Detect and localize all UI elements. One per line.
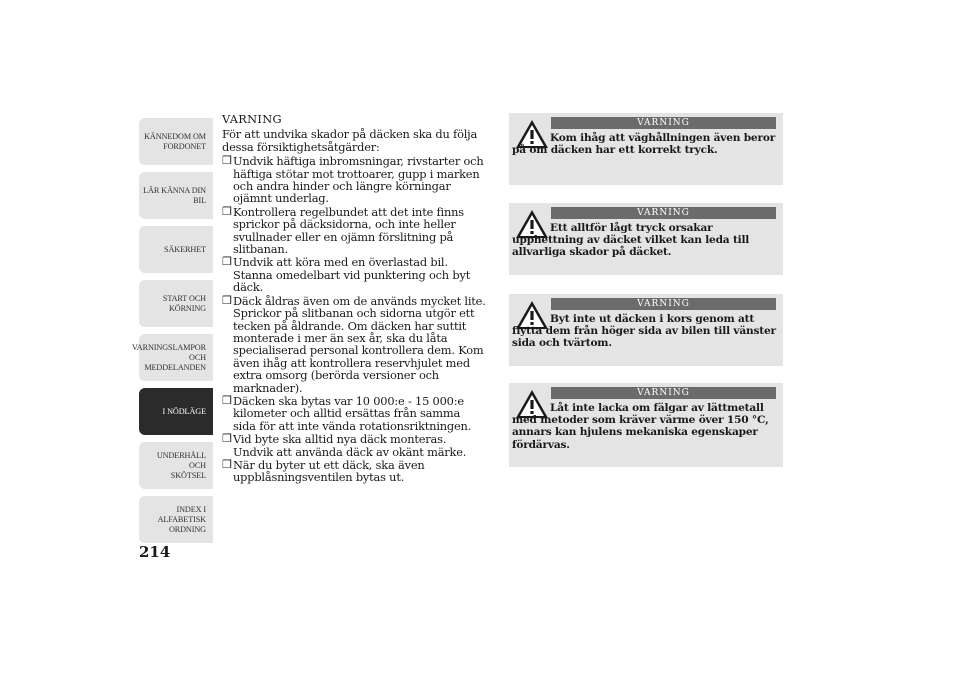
list-item: [222, 256, 486, 293]
list-item: [222, 155, 486, 205]
list-item-text: Undvik häftiga inbromsningar, rivstarter och häftiga stötar mot trottoarer, gupp i marken och andra hinder och längre körningar ojämnt underlag.: [233, 154, 484, 206]
list-item-text: Vid byte ska alltid nya däck monteras. Undvik att använda däck av okänt märke.: [233, 432, 467, 459]
checkbox-bullet-icon: ❒: [222, 204, 232, 218]
list-item: [222, 459, 486, 484]
sidebar-tab-kannedom[interactable]: [139, 118, 213, 165]
main-text-column: [222, 113, 486, 485]
intro-paragraph: För att undvika skador på däcken ska du följa dessa försiktighetsåtgärder:: [222, 127, 478, 154]
warning-box: [509, 113, 783, 185]
warning-title: VARNING: [551, 387, 776, 399]
sidebar-tab-label: SÄKERHET: [164, 244, 206, 254]
sidebar-tab-i-nodlage[interactable]: [139, 388, 213, 435]
warning-box: [509, 294, 783, 366]
sidebar-tab-label: UNDERHÅLL OCH SKÖTSEL: [156, 450, 206, 480]
list-item-text: Däcken ska bytas var 10 000:e - 15 000:e kilometer och alltid ersättas från samma sida för att inte vända rotationsriktningen.: [233, 393, 472, 433]
sidebar-tab-lar-kanna[interactable]: [139, 172, 213, 219]
sidebar-tab-label: LÄR KÄNNA DIN BIL: [143, 185, 206, 205]
checkbox-bullet-icon: ❒: [222, 393, 232, 407]
list-item-text: När du byter ut ett däck, ska även uppblåsningsventilen bytas ut.: [233, 457, 425, 485]
sidebar-tab-sakerhet[interactable]: [139, 226, 213, 273]
list-item-text: Kontrollera regelbundet att det inte finns sprickor på däcksidorna, och inte heller svullnader eller en ojämn förslitning på slitbanan.: [233, 204, 464, 257]
warning-box: [509, 383, 783, 467]
warning-text: Byt inte ut däcken i kors genom att flytta dem från höger sida av bilen till vänster sida och tvärtom.: [512, 313, 776, 350]
list-item-text: Däck åldras även om de används mycket lite. Sprickor på slitbanan och sidorna utgör ett tecken på åldrande. Om däcken har suttit monterade i mer än sex år, ska du låta specialiserad personal kontrollera dem. Kom även ihåg att kontrollera reservhjulet med extra omsorg (berörda versioner och marknader).: [233, 293, 486, 395]
sidebar-tab-label: INDEX I ALFABETISK ORDNING: [157, 504, 206, 534]
page-number: 214: [139, 543, 171, 561]
list-item: [222, 433, 486, 458]
sidebar-tab-label: KÄNNEDOM OM FORDONET: [144, 131, 206, 151]
warning-text: Låt inte lacka om fälgar av lättmetall med metoder som kräver värme över 150 °C, annars kan hjulens mekaniska egenskaper fördärvas.: [512, 402, 769, 451]
warning-box: [509, 203, 783, 275]
checkbox-bullet-icon: ❒: [222, 432, 232, 446]
checkbox-bullet-icon: ❒: [222, 255, 232, 269]
checkbox-bullet-icon: ❒: [222, 293, 232, 307]
list-item: [222, 206, 486, 256]
list-item-text: Undvik att köra med en överlastad bil. Stanna omedelbart vid punktering och byt däck.: [233, 255, 471, 295]
sidebar-tab-label: I NÖDLÄGE: [162, 406, 206, 416]
sidebar-tab-underhall[interactable]: [139, 442, 213, 489]
list-item: [222, 395, 486, 432]
list-item: [222, 295, 486, 394]
warning-title: VARNING: [551, 207, 776, 219]
section-heading: VARNING: [222, 112, 282, 126]
checkbox-bullet-icon: ❒: [222, 154, 232, 168]
warning-text: Ett alltför lågt tryck orsakar upphettning av däcket vilket kan leda till allvarliga skador på däcket.: [512, 222, 750, 259]
sidebar-tab-index[interactable]: [139, 496, 213, 543]
warning-text: Kom ihåg att väghållningen även beror på om däcken har ett korrekt tryck.: [512, 132, 776, 157]
sidebar-tab-label: START OCH KÖRNING: [162, 293, 206, 313]
checkbox-bullet-icon: ❒: [222, 457, 232, 471]
sidebar-tab-label: VARNINGSLAMPOR OCH MEDDELANDEN: [132, 342, 206, 372]
warning-title: VARNING: [551, 298, 776, 310]
sidebar-tab-start[interactable]: [139, 280, 213, 327]
warning-title: VARNING: [551, 117, 776, 129]
sidebar-tab-varningslampor[interactable]: [132, 334, 213, 381]
